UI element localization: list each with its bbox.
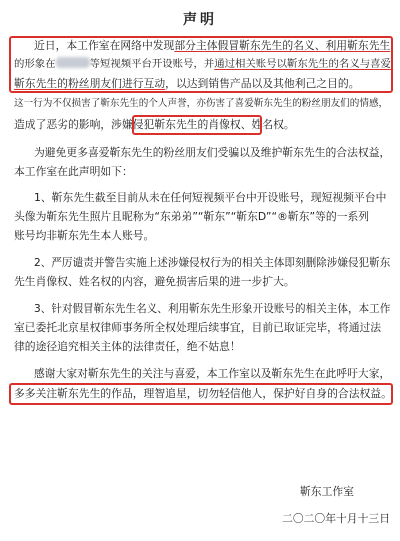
p2-line-2: 本工作室在此声明如下： xyxy=(14,165,133,178)
item1-line-2: 头像为靳东先生照片且昵称为“东弟弟”“靳东”“靳东D”“®靳东”等的一系列 xyxy=(14,210,370,223)
statement-title: 声明 xyxy=(183,12,217,28)
p1-line-3 xyxy=(14,77,360,91)
p1-underlined-text: 部分主体假冒靳东先生的名义、利用靳东先生 xyxy=(174,39,391,52)
item2-line-2: 先生肖像权、姓名权的内容，避免损害后果的进一步扩大。 xyxy=(14,275,295,288)
p1-text: 的形象在 xyxy=(14,58,56,70)
p1-text: 等短视频平台开设账号，并 xyxy=(89,58,215,70)
item1-line-3: 账号均非靳东先生本人账号。 xyxy=(14,229,155,242)
item3-line-1: 3、针对假冒靳东先生名义、利用靳东先生形象开设账号的相关主体，本工作 xyxy=(34,303,391,315)
p1-line-1 xyxy=(34,39,390,53)
p1-text: 。 xyxy=(283,118,295,131)
signature-studio: 靳东工作室 xyxy=(300,485,354,498)
item3-line-2: 室已委托北京星权律师事务所全权处理后续事宜，目前已取证完毕，将通过法 xyxy=(14,321,382,334)
p1-underlined-text: 靳东先生的粉丝朋友们进行互动 xyxy=(14,77,166,90)
closing-line-1: 感谢大家对靳东先生的关注与喜爱，本工作室以及靳东先生在此呼吁大家， xyxy=(34,367,391,380)
p1-line-2 xyxy=(14,57,391,71)
p1-underlined-text: 通过相关账号以靳东先生的名义与喜爱 xyxy=(214,58,391,70)
p1-line-4: 这一行为不仅损害了靳东先生的个人声誉，亦伤害了喜爱靳东先生的粉丝朋友们的情感， xyxy=(14,98,389,109)
item1-line-1: 1、靳东先生截至目前从未在任何短视频平台中开设账号，现短视频平台中 xyxy=(34,191,387,204)
redacted-platform-blur xyxy=(56,57,90,68)
p1-line-5 xyxy=(14,118,295,132)
item3-line-3: 律的途径追究相关主体的法律责任，绝不姑息！ xyxy=(14,340,241,353)
p2-line-1: 为避免更多喜爱靳东先生的粉丝朋友们受骗以及维护靳东先生的合法权益， xyxy=(34,146,391,159)
highlighted-infringement-text: 涉嫌侵犯靳东先生的肖像权、姓名权 xyxy=(111,118,284,131)
item2-line-1: 2、严厉谴责并警告实施上述涉嫌侵权行为的相关主体即刻删除涉嫌侵犯靳东 xyxy=(34,257,391,269)
signature-date: 二〇二〇年十月十三日 xyxy=(282,512,390,525)
p1-text: ，以达到销售产品以及其他利己之目的。 xyxy=(165,77,360,90)
p1-text: 造成了恶劣的影响， xyxy=(14,118,112,131)
closing-line-2: 多多关注靳东先生的作品，理智追星，切勿轻信他人，保护好自身的合法权益。 xyxy=(14,387,392,400)
p1-text: 近日，本工作室在网络中发现 xyxy=(34,39,175,52)
